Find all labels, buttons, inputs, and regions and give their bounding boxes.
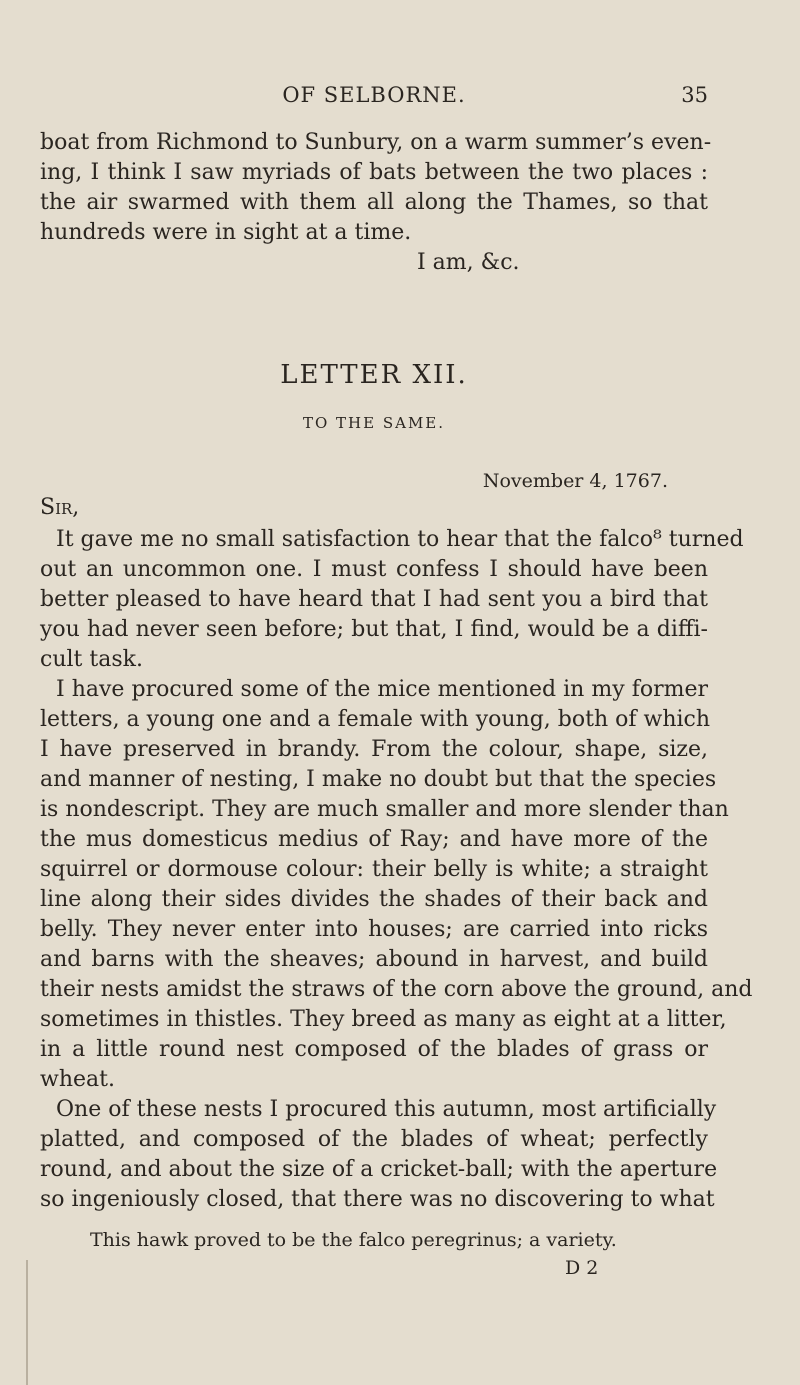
text-line: their nests amidst the straws of the corn above the ground, and (40, 977, 753, 1002)
text-line: is nondescript. They are much smaller and more slender than (40, 797, 729, 822)
running-head: OF SELBORNE. (282, 83, 466, 107)
closing: I am, &c. (417, 250, 520, 275)
text-line: line along their sides divides the shades of their back and (40, 887, 708, 912)
text-line: the air swarmed with them all along the Thames, so that (40, 190, 708, 215)
page-header (40, 83, 708, 113)
letter-heading: LETTER XII. (280, 360, 468, 390)
text-line: belly. They never enter into houses; are carried into ricks (40, 917, 708, 942)
text-line: better pleased to have heard that I had sent you a bird that (40, 587, 708, 612)
page-number: 35 (681, 83, 708, 107)
text-line: I have preserved in brandy. From the colour, shape, size, (40, 737, 708, 762)
text-line: ing, I think I saw myriads of bats between the two places : (40, 160, 708, 185)
text-line: in a little round nest composed of the blades of grass or (40, 1037, 708, 1062)
text-line: boat from Richmond to Sunbury, on a warm summer’s even- (40, 130, 712, 155)
salutation: Sir, (40, 495, 80, 520)
footnote: This hawk proved to be the falco peregrinus; a variety. (90, 1229, 617, 1251)
text-line: It gave me no small satisfaction to hear that the falco⁸ turned (56, 527, 744, 552)
binding-edge (26, 1260, 28, 1385)
text-line: hundreds were in sight at a time. (40, 220, 412, 245)
text-line: cult task. (40, 647, 143, 672)
letter-recipient: TO THE SAME. (302, 414, 446, 432)
text-line: out an uncommon one. I must confess I should have been (40, 557, 708, 582)
signature-mark: D 2 (565, 1257, 599, 1279)
letter-date: November 4, 1767. (482, 470, 668, 492)
text-line: One of these nests I procured this autumn, most artificially (56, 1097, 717, 1122)
text-line: you had never seen before; but that, I find, would be a diffi- (40, 617, 708, 642)
text-line: platted, and composed of the blades of wheat; perfectly (40, 1127, 708, 1152)
text-line: squirrel or dormouse colour: their belly is white; a straight (40, 857, 708, 882)
text-line: the mus domesticus medius of Ray; and have more of the (40, 827, 708, 852)
text-line: and manner of nesting, I make no doubt but that the species (40, 767, 717, 792)
text-line: round, and about the size of a cricket-ball; with the aperture (40, 1157, 718, 1182)
text-line: letters, a young one and a female with young, both of which (40, 707, 711, 732)
text-line: and barns with the sheaves; abound in harvest, and build (40, 947, 708, 972)
text-line: wheat. (40, 1067, 115, 1092)
text-line: I have procured some of the mice mentioned in my former (56, 677, 708, 702)
text-line: so ingeniously closed, that there was no discovering to what (40, 1187, 715, 1212)
text-line: sometimes in thistles. They breed as many as eight at a litter, (40, 1007, 727, 1032)
